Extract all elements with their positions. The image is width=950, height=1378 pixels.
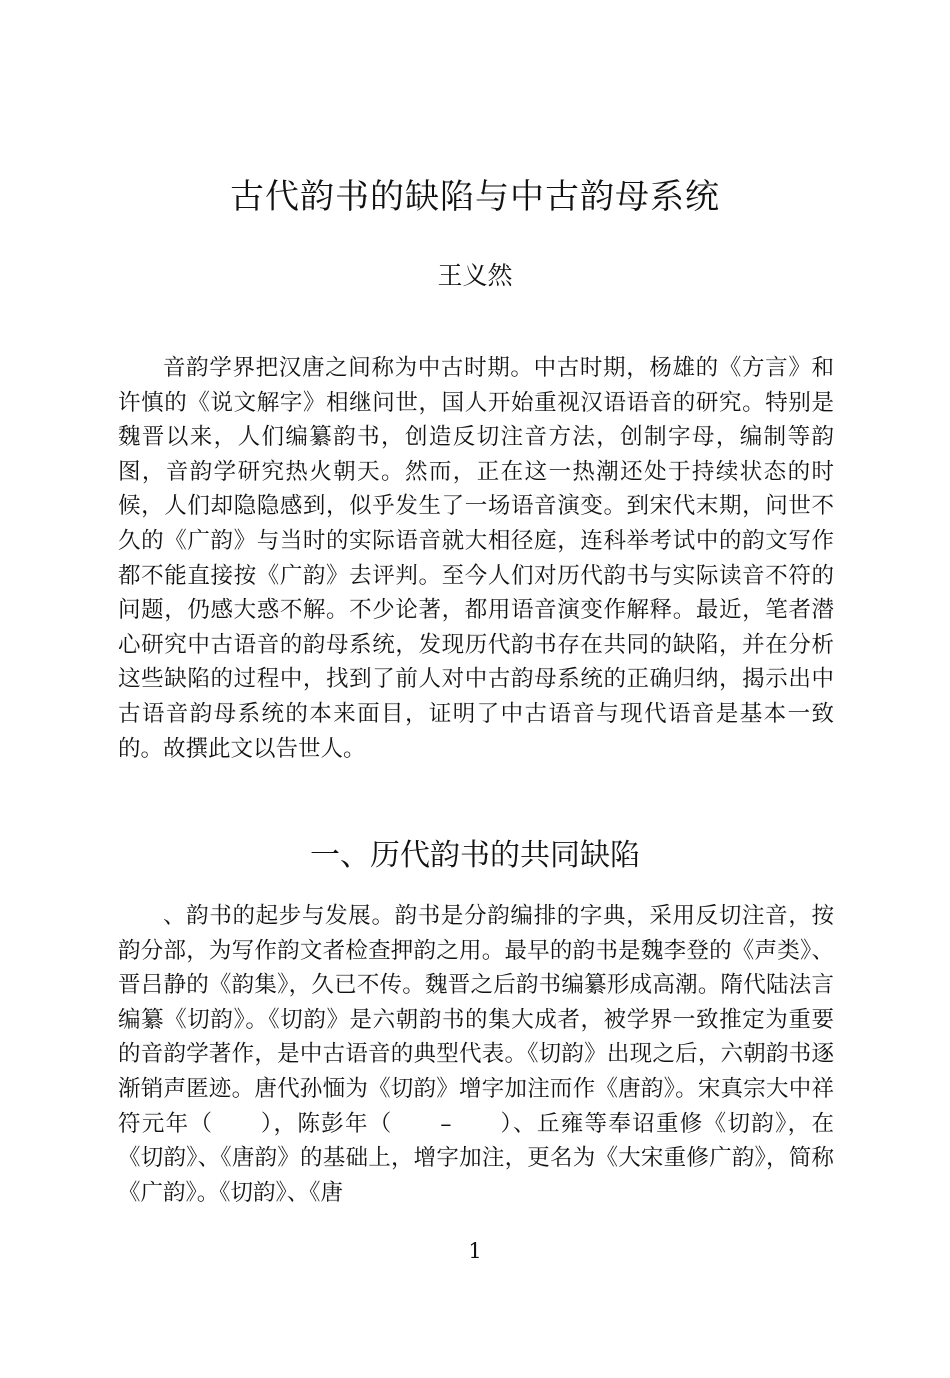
- section-heading: 一、历代韵书的共同缺陷: [310, 838, 640, 873]
- intro-paragraph: 音韵学界把汉唐之间称为中古时期。中古时期，杨雄的《方言》和许慎的《说文解字》相继问世，国人开始重视汉语语音的研究。特别是魏晋以来，人们编纂韵书，创造反切注音方法，创制字母，编制等韵图，音韵学研究热火朝天。然而，正在这一热潮还处于持续状态的时候，人们却隐隐感到，似乎发生了一场语音演变。到宋代末期，问世不久的《广韵》与当时的实际语音就大相径庭，连科举考试中的韵文写作都不能直接按《广韵》去评判。至今人们对历代韵书与实际读音不符的问题，仍感大惑不解。不少论著，都用语音演变作解释。最近，笔者潜心研究中古语音的韵母系统，发现历代韵书存在共同的缺陷，并在分析这些缺陷的过程中，找到了前人对中古韵母系统的正确归纳，揭示出中古语音韵母系统的本来面目，证明了中古语音与现代语音是基本一致的。故撰此文以告世人。: [118, 355, 834, 762]
- document-author: 王义然: [437, 261, 513, 290]
- section-paragraph: 、韵书的起步与发展。韵书是分韵编排的字典，采用反切注音，按韵分部，为写作韵文者检查押韵之用。最早的韵书是魏李登的《声类》、晋吕静的《韵集》，久已不传。魏晋之后韵书编纂形成高潮。隋代陆法言编纂《切韵》。《切韵》是六朝韵书的集大成者，被学界一致推定为重要的音韵学著作，是中古语音的典型代表。《切韵》出现之后，六朝韵书逐渐销声匿迹。唐代孙愐为《切韵》增字加注而作《唐韵》。宋真宗大中祥符元年（ ），陈彭年（ – ）、丘雍等奉诏重修《切韵》，在《切韵》、《唐韵》的基础上，增字加注，更名为《大宋重修广韵》，简称《广韵》。《切韵》、《唐: [118, 903, 834, 1206]
- document-title: 古代韵书的缺陷与中古韵母系统: [230, 177, 720, 217]
- page-number: 1: [468, 1239, 482, 1263]
